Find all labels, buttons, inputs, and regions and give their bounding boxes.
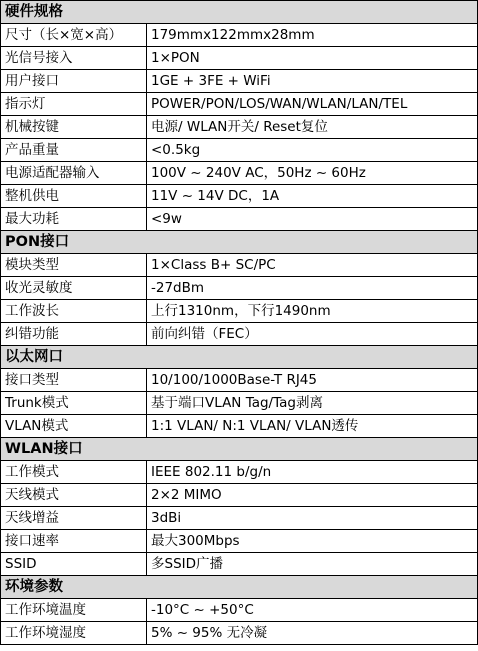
spec-row — [1, 93, 478, 116]
spec-label: 天线模式 — [1, 484, 147, 507]
spec-label: 收光灵敏度 — [1, 277, 147, 300]
spec-value: 1×Class B+ SC/PC — [147, 254, 478, 277]
spec-label: 尺寸（长×宽×高） — [1, 24, 147, 47]
section-header-row — [1, 576, 478, 599]
spec-label: 纠错功能 — [1, 323, 147, 346]
spec-label: 模块类型 — [1, 254, 147, 277]
spec-label: 最大功耗 — [1, 208, 147, 231]
spec-label: 机械按键 — [1, 116, 147, 139]
spec-row — [1, 24, 478, 47]
spec-label: SSID — [1, 553, 147, 576]
spec-row — [1, 622, 478, 645]
spec-row — [1, 484, 478, 507]
spec-label: 指示灯 — [1, 93, 147, 116]
section-title: 环境参数 — [1, 576, 478, 599]
spec-value: 1×PON — [147, 47, 478, 70]
spec-value: -10°C ~ +50°C — [147, 599, 478, 622]
spec-label: 整机供电 — [1, 185, 147, 208]
spec-value: IEEE 802.11 b/g/n — [147, 461, 478, 484]
spec-table-body — [1, 1, 478, 645]
spec-value: <9w — [147, 208, 478, 231]
spec-value: 1:1 VLAN/ N:1 VLAN/ VLAN透传 — [147, 415, 478, 438]
spec-value: 前向纠错（FEC） — [147, 323, 478, 346]
spec-label: 工作环境温度 — [1, 599, 147, 622]
section-title: WLAN接口 — [1, 438, 478, 461]
spec-row — [1, 162, 478, 185]
spec-label: 工作模式 — [1, 461, 147, 484]
spec-row — [1, 530, 478, 553]
spec-row — [1, 507, 478, 530]
spec-row — [1, 369, 478, 392]
spec-value: 2×2 MIMO — [147, 484, 478, 507]
spec-value: 电源/ WLAN开关/ Reset复位 — [147, 116, 478, 139]
spec-value: 多SSID广播 — [147, 553, 478, 576]
spec-row — [1, 392, 478, 415]
spec-row — [1, 461, 478, 484]
section-header-row — [1, 346, 478, 369]
spec-row — [1, 323, 478, 346]
spec-row — [1, 185, 478, 208]
spec-row — [1, 254, 478, 277]
spec-label: 接口类型 — [1, 369, 147, 392]
spec-value: 5% ~ 95% 无冷凝 — [147, 622, 478, 645]
spec-label: VLAN模式 — [1, 415, 147, 438]
spec-row — [1, 277, 478, 300]
spec-label: 电源适配器输入 — [1, 162, 147, 185]
spec-label: Trunk模式 — [1, 392, 147, 415]
spec-value: 最大300Mbps — [147, 530, 478, 553]
spec-label: 用户接口 — [1, 70, 147, 93]
spec-label: 光信号接入 — [1, 47, 147, 70]
spec-row — [1, 70, 478, 93]
spec-value: <0.5kg — [147, 139, 478, 162]
spec-row — [1, 553, 478, 576]
spec-value: 基于端口VLAN Tag/Tag剥离 — [147, 392, 478, 415]
spec-value: 10/100/1000Base-T RJ45 — [147, 369, 478, 392]
spec-label: 产品重量 — [1, 139, 147, 162]
spec-row — [1, 300, 478, 323]
section-title: 硬件规格 — [1, 1, 478, 24]
section-title: PON接口 — [1, 231, 478, 254]
spec-row — [1, 47, 478, 70]
spec-label: 工作环境湿度 — [1, 622, 147, 645]
spec-value: 11V ~ 14V DC，1A — [147, 185, 478, 208]
spec-label: 天线增益 — [1, 507, 147, 530]
spec-label: 接口速率 — [1, 530, 147, 553]
section-header-row — [1, 438, 478, 461]
spec-value: -27dBm — [147, 277, 478, 300]
section-title: 以太网口 — [1, 346, 478, 369]
section-header-row — [1, 1, 478, 24]
spec-value: 100V ~ 240V AC，50Hz ~ 60Hz — [147, 162, 478, 185]
spec-row — [1, 415, 478, 438]
spec-value: 1GE + 3FE + WiFi — [147, 70, 478, 93]
spec-value: POWER/PON/LOS/WAN/WLAN/LAN/TEL — [147, 93, 478, 116]
spec-value: 上行1310nm，下行1490nm — [147, 300, 478, 323]
spec-row — [1, 599, 478, 622]
spec-value: 179mmx122mmx28mm — [147, 24, 478, 47]
spec-row — [1, 116, 478, 139]
spec-row — [1, 139, 478, 162]
spec-label: 工作波长 — [1, 300, 147, 323]
section-header-row — [1, 231, 478, 254]
spec-value: 3dBi — [147, 507, 478, 530]
spec-row — [1, 208, 478, 231]
